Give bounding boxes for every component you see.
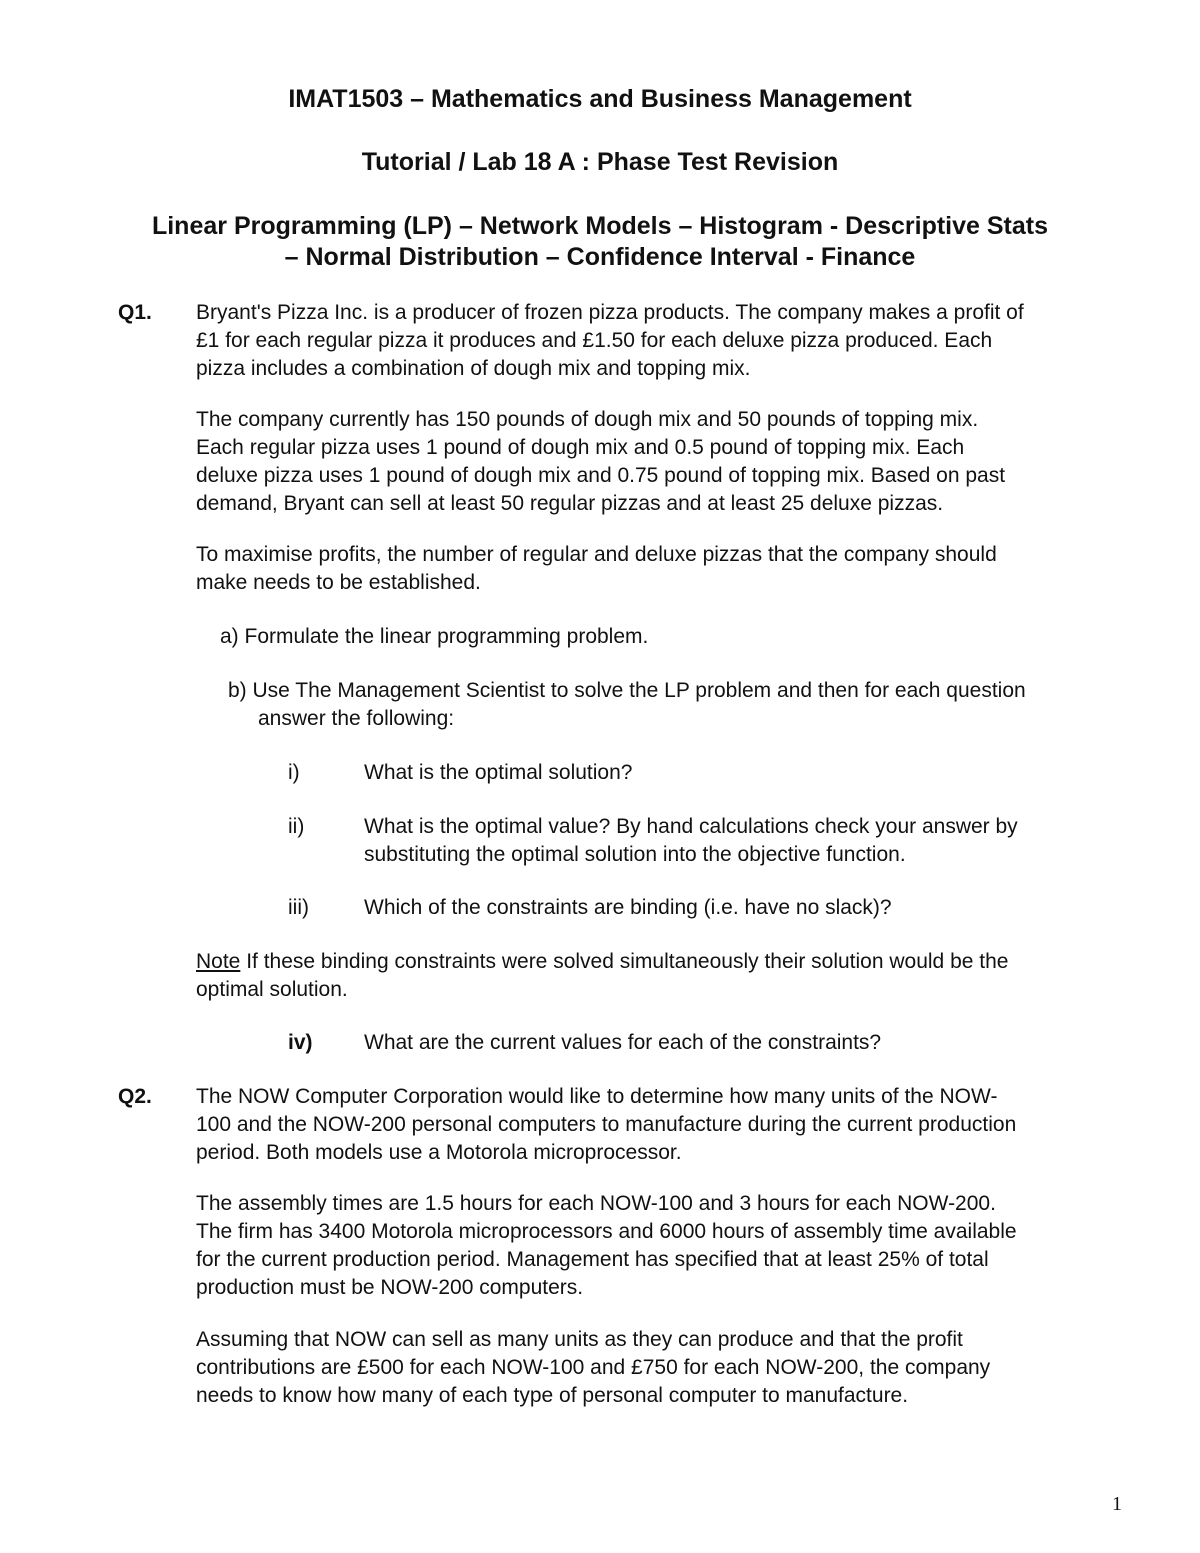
text-line: substituting the optimal solution into the objective function. [364,843,906,866]
text-line: The assembly times are 1.5 hours for each NOW-100 and 3 hours for each NOW-200. [196,1192,996,1215]
q2-paragraph-2 [196,1190,1146,1302]
sub-item-iii-label: iii) [288,896,309,919]
q1-note [196,948,1146,1004]
document-subtitle: Tutorial / Lab 18 A : Phase Test Revision [361,148,839,176]
text-line: What are the current values for each of the constraints? [364,1031,882,1054]
question-1-label: Q1. [118,301,152,324]
text-line: Bryant's Pizza Inc. is a producer of frozen pizza products. The company makes a profit of [196,301,1024,324]
sub-item-iii-text [364,894,892,922]
text-line: needs to know how many of each type of personal computer to manufacture. [196,1384,909,1407]
text-line: answer the following: [258,707,455,730]
sub-item-iv-text [364,1029,881,1057]
sub-item-iv-label: iv) [288,1031,313,1054]
text-line: deluxe pizza uses 1 pound of dough mix and 0.75 pound of topping mix. Based on past [196,464,1006,487]
note-label: Note [196,950,241,973]
sub-item-ii-label: ii) [288,815,305,838]
text-line: The NOW Computer Corporation would like to determine how many units of the NOW- [196,1085,998,1108]
text-line: demand, Bryant can sell at least 50 regular pizzas and at least 25 deluxe pizzas. [196,492,944,515]
text-line: £1 for each regular pizza it produces and £1.50 for each deluxe pizza produced. Each [196,329,993,352]
q1-paragraph-2 [196,406,1146,518]
sub-item-i-label: i) [288,761,300,784]
text-line: Each regular pizza uses 1 pound of dough mix and 0.5 pound of topping mix. Each [196,436,965,459]
text-line: 100 and the NOW-200 personal computers to manufacture during the current production [196,1113,1017,1136]
text-line: b) Use The Management Scientist to solve the LP problem and then for each question [228,679,1026,702]
text-line: What is the optimal solution? [364,761,633,784]
topics-line-2: – Normal Distribution – Confidence Interval - Finance [284,243,916,271]
q2-paragraph-1 [196,1083,1146,1167]
text-line: Which of the constraints are binding (i.e. have no slack)? [364,896,892,919]
topics-line-1: Linear Programming (LP) – Network Models – Histogram - Descriptive Stats [151,212,1049,240]
text-line: To maximise profits, the number of regular and deluxe pizzas that the company should [196,543,997,566]
q1-item-b [228,677,1026,733]
text-line: The firm has 3400 Motorola microprocessors and 6000 hours of assembly time available [196,1220,1017,1243]
q1-paragraph-3 [196,541,1146,597]
text-line: pizza includes a combination of dough mix and topping mix. [196,357,751,380]
text-line: contributions are £500 for each NOW-100 and £750 for each NOW-200, the company [196,1356,991,1379]
text-line: optimal solution. [196,978,348,1001]
text-line: The company currently has 150 pounds of dough mix and 50 pounds of topping mix. [196,408,979,431]
sub-item-i-text [364,759,632,787]
text-line: Assuming that NOW can sell as many units as they can produce and that the profit [196,1328,963,1351]
text-line [196,948,1146,976]
document-title: IMAT1503 – Mathematics and Business Management [288,85,912,113]
text-line: a) Formulate the linear programming problem. [220,625,649,648]
q1-item-a [220,623,648,651]
note-text: If these binding constraints were solved simultaneously their solution would be the [240,950,1009,973]
text-line: period. Both models use a Motorola microprocessor. [196,1141,682,1164]
text-line: production must be NOW-200 computers. [196,1276,584,1299]
question-2-label: Q2. [118,1085,152,1108]
sub-item-ii-text [364,813,1018,869]
page-number: 1 [1112,1493,1122,1515]
text-line: for the current production period. Management has specified that at least 25% of total [196,1248,989,1271]
text-line: What is the optimal value? By hand calculations check your answer by [364,815,1018,838]
q2-paragraph-3 [196,1326,1146,1410]
q1-paragraph-1 [196,299,1146,383]
text-line: make needs to be established. [196,571,481,594]
